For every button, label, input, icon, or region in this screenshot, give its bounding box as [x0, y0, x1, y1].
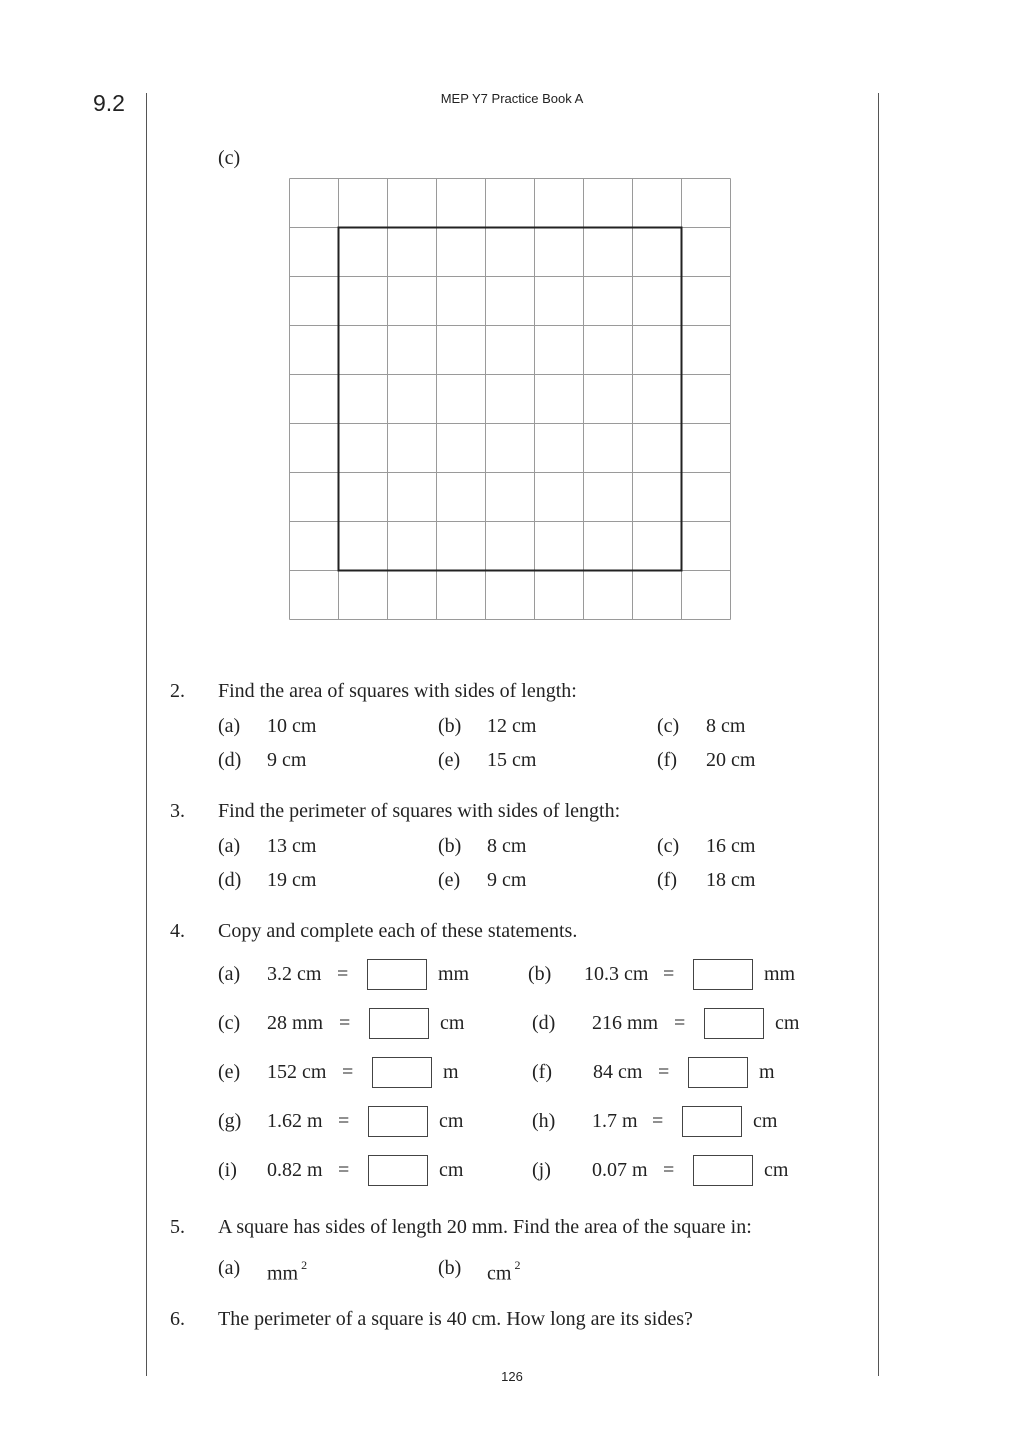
- page-number: 126: [501, 1369, 523, 1384]
- q4-c-equals: =: [339, 1012, 351, 1034]
- part-c-label: (c): [218, 147, 241, 169]
- left-margin-line: [146, 93, 147, 1376]
- q2-a-label: (a): [218, 715, 241, 737]
- q6-text: The perimeter of a square is 40 cm. How long are its sides?: [218, 1308, 693, 1330]
- q2-c-value: 8 cm: [706, 715, 746, 737]
- q4-a-label: (a): [218, 963, 241, 985]
- q4-d-label: (d): [532, 1012, 556, 1034]
- q4-f-unit: m: [759, 1061, 775, 1083]
- q3-c-label: (c): [657, 835, 680, 857]
- q3-a-value: 13 cm: [267, 835, 317, 857]
- q4-i-label: (i): [218, 1159, 237, 1181]
- q4-j-lhs: 0.07 m: [592, 1159, 648, 1181]
- q4-b-label: (b): [528, 963, 552, 985]
- q4-a-answer-box[interactable]: [367, 959, 427, 990]
- q2-a-value: 10 cm: [267, 715, 317, 737]
- q5-b-power: 2: [514, 1258, 521, 1272]
- q3-number: 3.: [170, 800, 185, 822]
- square-grid-diagram: [289, 178, 731, 621]
- q4-b-unit: mm: [764, 963, 796, 985]
- q2-b-value: 12 cm: [487, 715, 537, 737]
- q3-b-label: (b): [438, 835, 462, 857]
- q4-j-unit: cm: [764, 1159, 789, 1181]
- q2-e-label: (e): [438, 749, 461, 771]
- q5-a-power: 2: [301, 1258, 308, 1272]
- q2-e-value: 15 cm: [487, 749, 537, 771]
- q4-d-equals: =: [674, 1012, 686, 1034]
- q2-number: 2.: [170, 680, 185, 702]
- q4-e-unit: m: [443, 1061, 459, 1083]
- right-margin-line: [878, 93, 879, 1376]
- q4-b-answer-box[interactable]: [693, 959, 753, 990]
- q5-b-unit-text: cm: [487, 1262, 512, 1285]
- q3-e-label: (e): [438, 869, 461, 891]
- q2-b-label: (b): [438, 715, 462, 737]
- q5-number: 5.: [170, 1216, 185, 1238]
- q4-i-lhs: 0.82 m: [267, 1159, 323, 1181]
- q3-b-value: 8 cm: [487, 835, 527, 857]
- q3-f-label: (f): [657, 869, 677, 891]
- q4-g-unit: cm: [439, 1110, 464, 1132]
- q4-i-unit: cm: [439, 1159, 464, 1181]
- section-number: 9.2: [93, 90, 125, 116]
- q4-f-equals: =: [658, 1061, 670, 1083]
- q6-number: 6.: [170, 1308, 185, 1330]
- q2-d-value: 9 cm: [267, 749, 307, 771]
- q4-d-unit: cm: [775, 1012, 800, 1034]
- q4-e-answer-box[interactable]: [372, 1057, 432, 1088]
- q5-text: A square has sides of length 20 mm. Find the area of the square in:: [218, 1216, 752, 1238]
- q4-number: 4.: [170, 920, 185, 942]
- q4-i-answer-box[interactable]: [368, 1155, 428, 1186]
- q4-g-equals: =: [338, 1110, 350, 1132]
- q3-a-label: (a): [218, 835, 241, 857]
- q4-b-equals: =: [663, 963, 675, 985]
- q4-h-lhs: 1.7 m: [592, 1110, 638, 1132]
- q4-c-answer-box[interactable]: [369, 1008, 429, 1039]
- q4-j-label: (j): [532, 1159, 551, 1181]
- q4-a-equals: =: [337, 963, 349, 985]
- q4-c-lhs: 28 mm: [267, 1012, 324, 1034]
- q4-b-lhs: 10.3 cm: [584, 963, 649, 985]
- q2-f-value: 20 cm: [706, 749, 756, 771]
- q4-text: Copy and complete each of these statements.: [218, 920, 578, 942]
- q4-e-equals: =: [342, 1061, 354, 1083]
- q5-b-unit: [487, 1256, 520, 1286]
- q4-j-answer-box[interactable]: [693, 1155, 753, 1186]
- q3-c-value: 16 cm: [706, 835, 756, 857]
- q5-a-unit: [267, 1256, 307, 1286]
- q2-d-label: (d): [218, 749, 242, 771]
- q4-h-equals: =: [652, 1110, 664, 1132]
- q2-text: Find the area of squares with sides of length:: [218, 680, 577, 702]
- q4-g-label: (g): [218, 1110, 242, 1132]
- q4-c-unit: cm: [440, 1012, 465, 1034]
- q2-f-label: (f): [657, 749, 677, 771]
- q3-d-value: 19 cm: [267, 869, 317, 891]
- q4-a-unit: mm: [438, 963, 470, 985]
- q4-a-lhs: 3.2 cm: [267, 963, 322, 985]
- q3-e-value: 9 cm: [487, 869, 527, 891]
- q4-f-lhs: 84 cm: [593, 1061, 643, 1083]
- q4-e-lhs: 152 cm: [267, 1061, 327, 1083]
- q4-d-lhs: 216 mm: [592, 1012, 659, 1034]
- q2-c-label: (c): [657, 715, 680, 737]
- q4-j-equals: =: [663, 1159, 675, 1181]
- q3-text: Find the perimeter of squares with sides of length:: [218, 800, 621, 822]
- q5-b-label: (b): [438, 1257, 462, 1279]
- q4-d-answer-box[interactable]: [704, 1008, 764, 1039]
- q3-d-label: (d): [218, 869, 242, 891]
- q5-a-label: (a): [218, 1257, 241, 1279]
- square-outline: [339, 228, 682, 571]
- q5-a-unit-text: mm: [267, 1262, 299, 1285]
- q3-f-value: 18 cm: [706, 869, 756, 891]
- q4-g-lhs: 1.62 m: [267, 1110, 323, 1132]
- q4-e-label: (e): [218, 1061, 241, 1083]
- q4-h-label: (h): [532, 1110, 556, 1132]
- q4-i-equals: =: [338, 1159, 350, 1181]
- q4-h-answer-box[interactable]: [682, 1106, 742, 1137]
- q4-f-label: (f): [532, 1061, 552, 1083]
- q4-f-answer-box[interactable]: [688, 1057, 748, 1088]
- q4-g-answer-box[interactable]: [368, 1106, 428, 1137]
- book-title: MEP Y7 Practice Book A: [440, 91, 584, 106]
- q4-c-label: (c): [218, 1012, 241, 1034]
- q4-h-unit: cm: [753, 1110, 778, 1132]
